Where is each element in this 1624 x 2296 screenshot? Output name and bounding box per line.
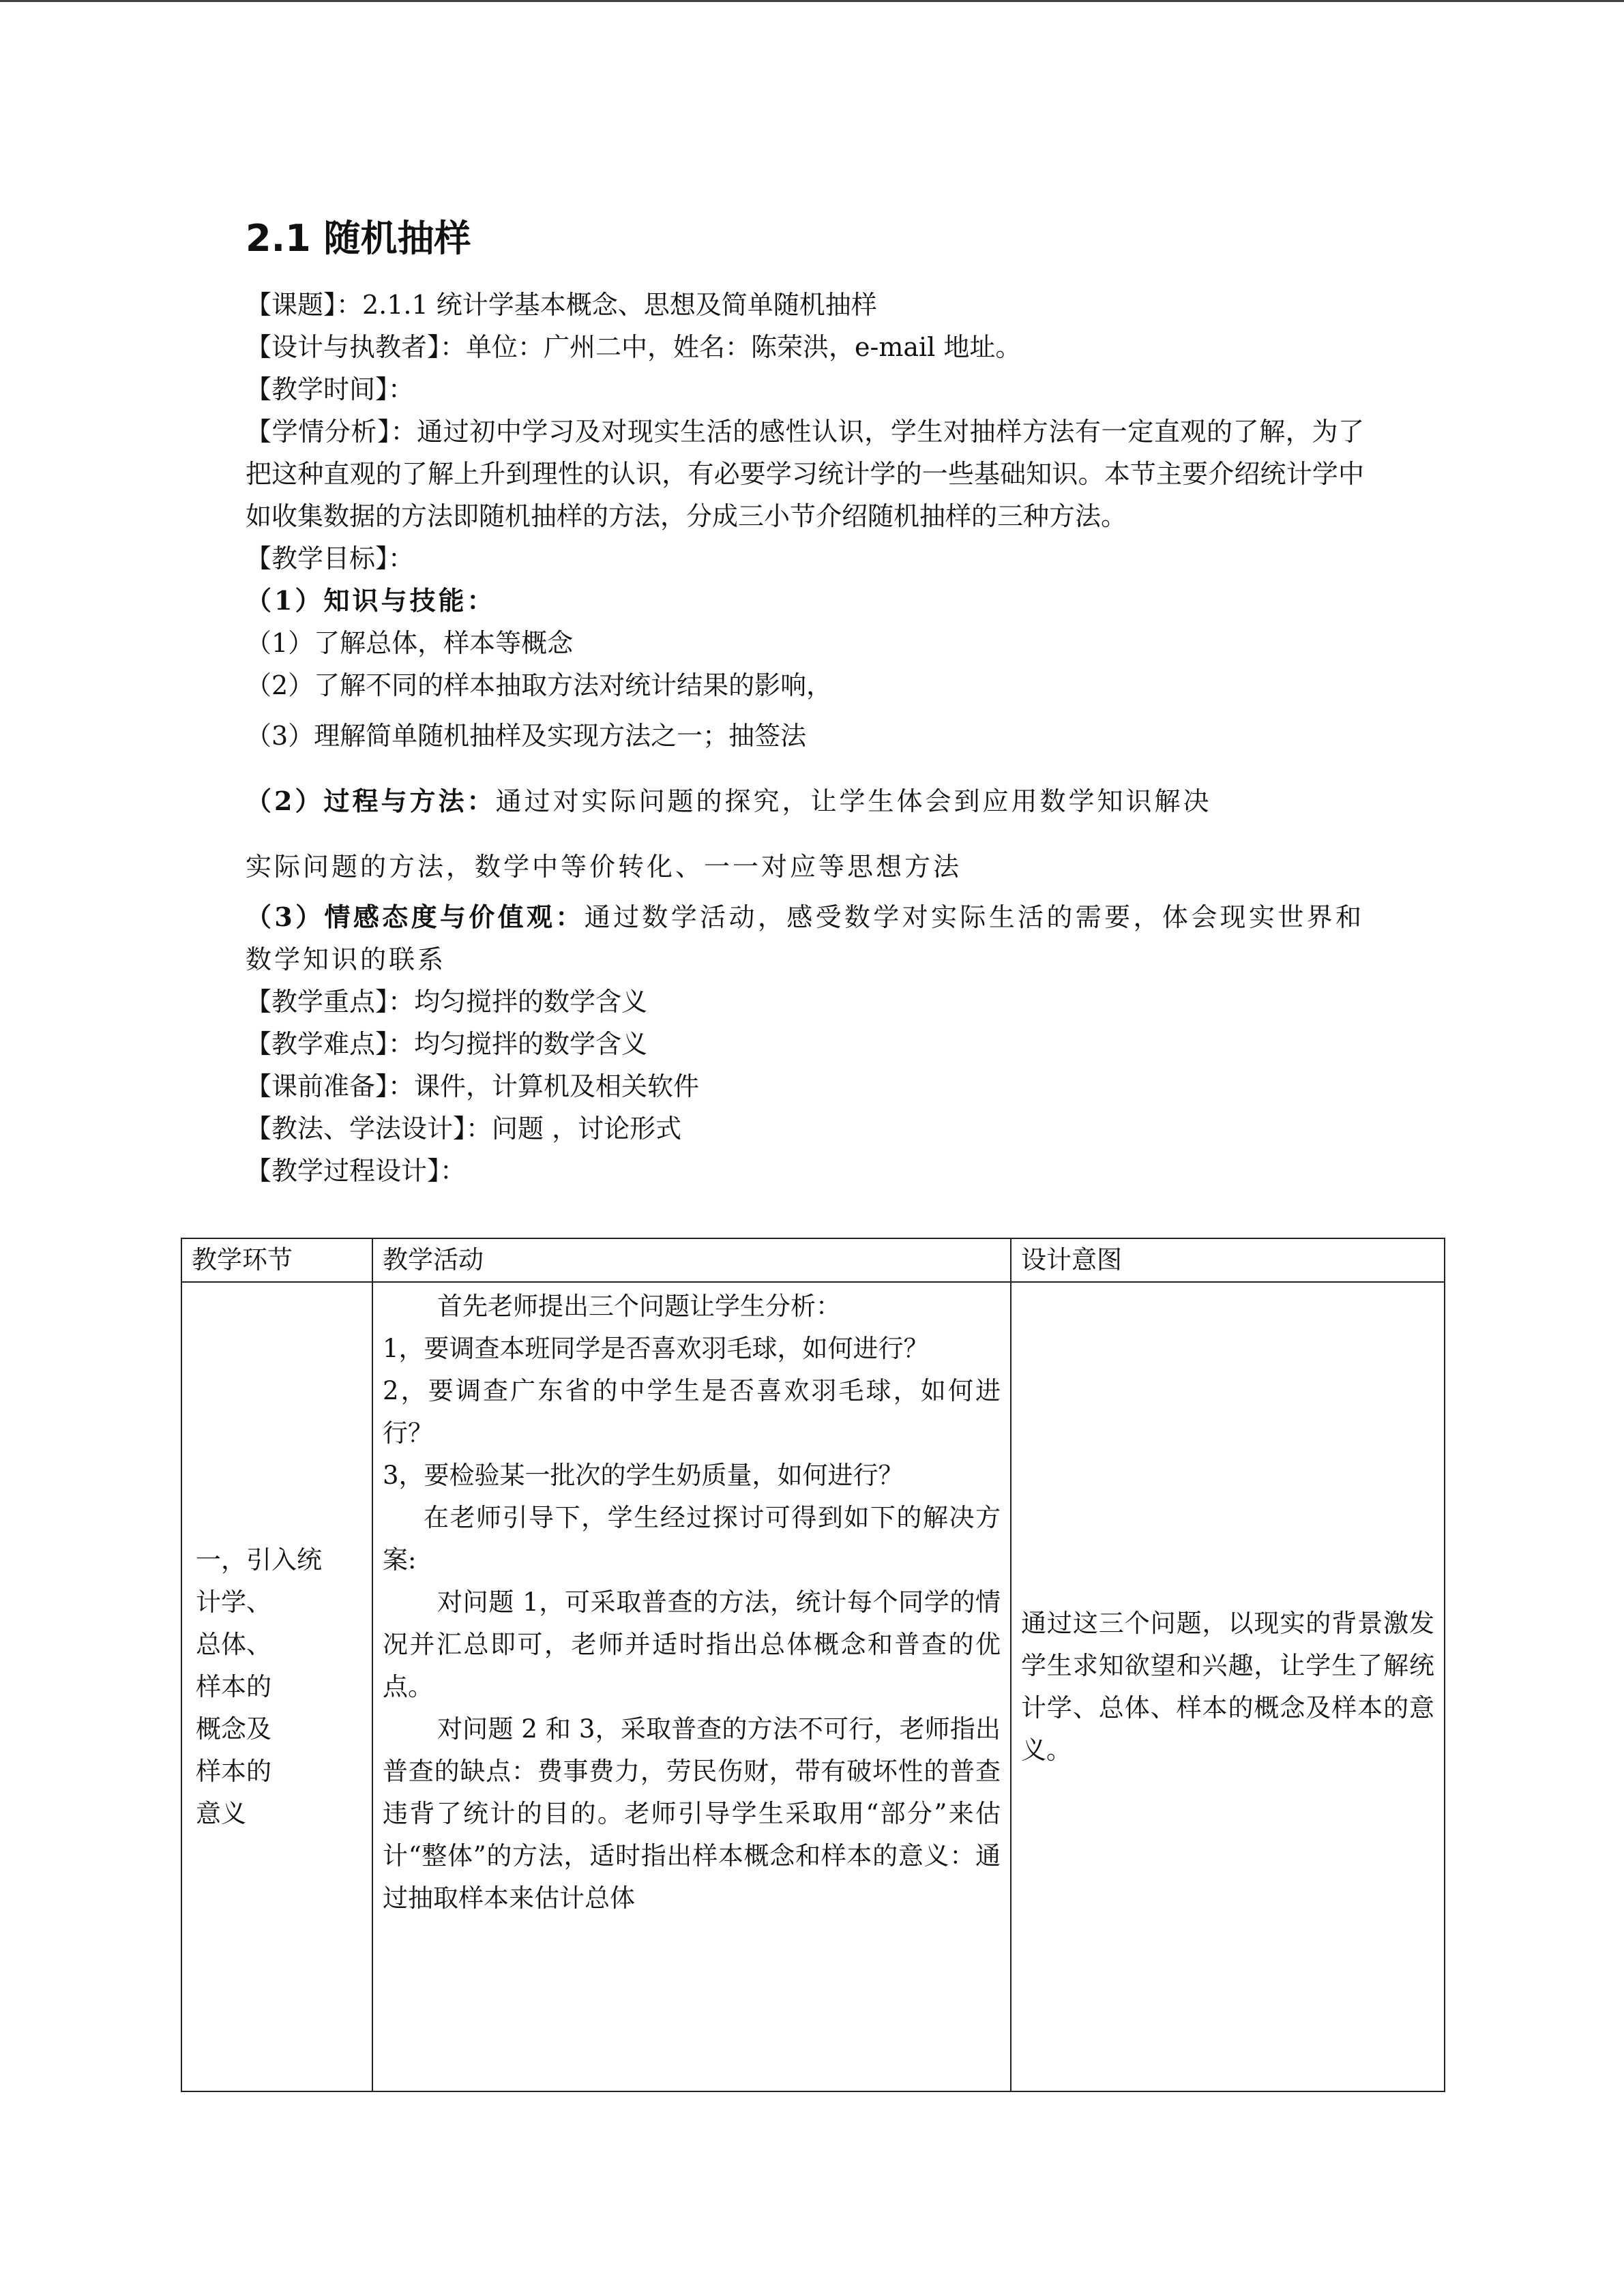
activity-paragraph: 1，要调查本班同学是否喜欢羽毛球，如何进行？	[383, 1334, 929, 1363]
emotion-text: 通过数学活动，感受数学对实际生活的需要，体会现实世界和数学知识的联系	[246, 902, 1364, 974]
emotion-goal-paragraph	[246, 896, 1364, 981]
header-intent: 设计意图	[1011, 1238, 1445, 1282]
knowledge-heading: （1）知识与技能：	[246, 585, 496, 616]
key-point-line: 【教学重点】：均匀搅拌的数学含义	[246, 987, 648, 1017]
stage-text: 一，引入统 计学、 总体、 样本的 概念及 样本的 意义	[196, 1545, 322, 1828]
stage-cell	[181, 1282, 372, 2091]
time-line: 【教学时间】：	[246, 374, 415, 404]
activity-paragraph: 对问题 1，可采取普查的方法，统计每个同学的情况并汇总即可，老师并适时指出总体概念和普查的优点。	[383, 1587, 1001, 1701]
process-text-continued: 实际问题的方法，数学中等价转化、一一对应等思想方法	[246, 852, 962, 882]
intent-text: 通过这三个问题，以现实的背景激发学生求知欲望和兴趣，让学生了解统计学、总体、样本的概念及样本的意义。	[1021, 1608, 1434, 1765]
activity-paragraph: 首先老师提出三个问题让学生分析：	[437, 1292, 841, 1321]
activity-paragraph: 在老师引导下，学生经过探讨可得到如下的解决方案:	[383, 1503, 1001, 1575]
difficulty-line: 【教学难点】：均匀搅拌的数学含义	[246, 1029, 648, 1059]
header-stage: 教学环节	[181, 1238, 372, 1282]
activity-paragraph: 2，要调查广东省的中学生是否喜欢羽毛球，如何进行？	[383, 1376, 1001, 1448]
intent-cell	[1011, 1282, 1445, 2091]
process-heading: （2）过程与方法：	[246, 786, 496, 816]
page-top-border	[0, 0, 1624, 2]
table-header-row	[181, 1238, 1445, 1282]
process-goal-line	[246, 780, 1364, 822]
activity-paragraph: 3，要检验某一批次的学生奶质量，如何进行？	[383, 1461, 904, 1490]
preparation-line: 【课前准备】：课件，计算机及相关软件	[246, 1071, 700, 1101]
document-body	[246, 211, 1364, 1192]
knowledge-item: （3）理解简单随机抽样及实现方法之一；抽签法	[246, 721, 807, 751]
methods-line: 【教法、学法设计】：问题 ，讨论形式	[246, 1114, 682, 1144]
process-label: 【教学过程设计】：	[246, 1156, 467, 1186]
process-text: 通过对实际问题的探究，让学生体会到应用数学知识解决	[495, 786, 1212, 816]
knowledge-item: （2）了解不同的样本抽取方法对统计结果的影响，	[246, 670, 833, 700]
page-title: 2.1 随机抽样	[246, 217, 471, 260]
teaching-process-table	[181, 1238, 1445, 2092]
table-row	[181, 1282, 1445, 2091]
knowledge-item: （1）了解总体，样本等概念	[246, 628, 574, 658]
analysis-paragraph: 【学情分析】：通过初中学习及对现实生活的感性认识，学生对抽样方法有一定直观的了解，为了把这种直观的了解上升到理性的认识，有必要学习统计学的一些基础知识。本节主要介绍统计学中如收集数据的方法即随机抽样的方法，分成三小节介绍随机抽样的三种方法。	[246, 417, 1364, 531]
goals-label: 【教学目标】：	[246, 543, 415, 573]
activity-cell	[372, 1282, 1011, 2091]
emotion-heading: （3）情感态度与价值观：	[246, 901, 585, 932]
activity-paragraph: 对问题 2 和 3，采取普查的方法不可行，老师指出普查的缺点：费事费力，劳民伤财，带有破坏性的普查违背了统计的目的。老师引导学生采取用“部分”来估计“整体”的方法，适时指出样本概念和样本的意义：通过抽取样本来估计总体	[383, 1714, 1001, 1913]
header-activity: 教学活动	[372, 1238, 1011, 1282]
designer-line: 【设计与执教者】：单位：广州二中，姓名：陈荣洪，e-mail 地址。	[246, 332, 1022, 362]
topic-line: 【课题】：2.1.1 统计学基本概念、思想及简单随机抽样	[246, 290, 877, 320]
